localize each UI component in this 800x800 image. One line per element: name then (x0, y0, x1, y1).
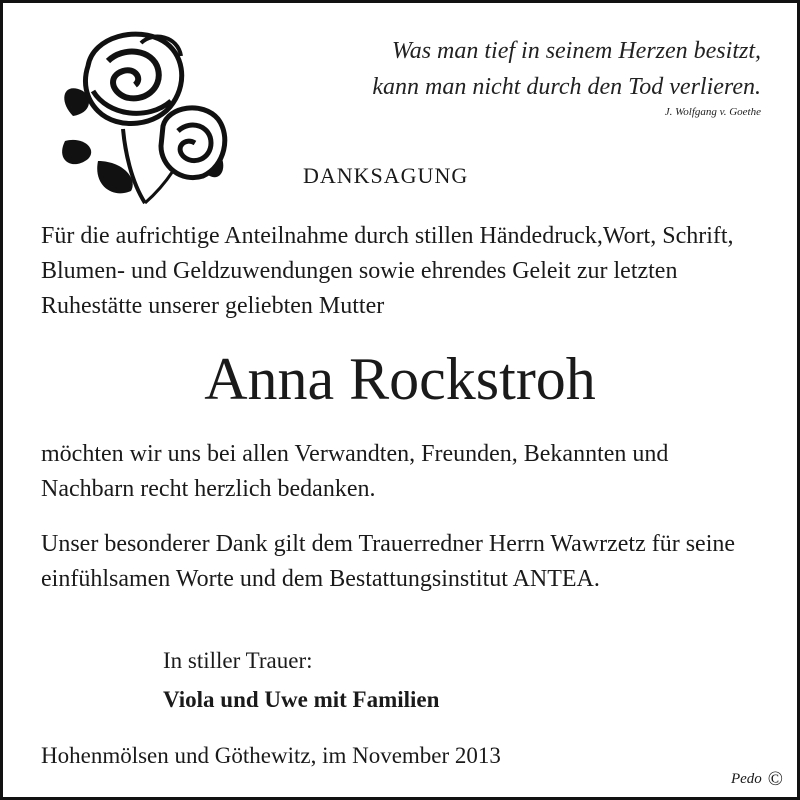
rose-icon (53, 21, 233, 206)
footer-credit (731, 768, 783, 791)
special-thanks-paragraph: Unser besonderer Dank gilt dem Trauerredner Herrn Wawrzetz für seine einfühlsamen Worte und dem Bestattungsinstitut ANTEA. (41, 531, 736, 592)
quote-author: J. Wolfgang v. Goethe (664, 106, 761, 118)
quote-line-1: Was man tief in seinem Herzen besitzt, (391, 38, 761, 64)
copyright-icon: © (767, 768, 783, 790)
page-title: DANKSAGUNG (303, 163, 469, 188)
thanks-paragraph: möchten wir uns bei allen Verwandten, Freunden, Bekannten und Nachbarn recht herzlich bedanken. (41, 441, 669, 502)
intro-paragraph: Für die aufrichtige Anteilnahme durch stillen Händedruck,Wort, Schrift, Blumen- und Geldzuwendungen sowie ehrendes Geleit zur letzten Ruhestätte unserer geliebten Mutter (41, 223, 734, 319)
deceased-name: Anna Rockstroh (204, 346, 596, 412)
quote-line-2: kann man nicht durch den Tod verlieren. (372, 74, 761, 100)
mourning-label: In stiller Trauer: (163, 648, 313, 673)
quote-block (372, 33, 761, 121)
place-date: Hohenmölsen und Göthewitz, im November 2013 (41, 743, 501, 768)
signature: Pedo (730, 771, 762, 787)
family-names: Viola und Uwe mit Familien (163, 687, 440, 712)
